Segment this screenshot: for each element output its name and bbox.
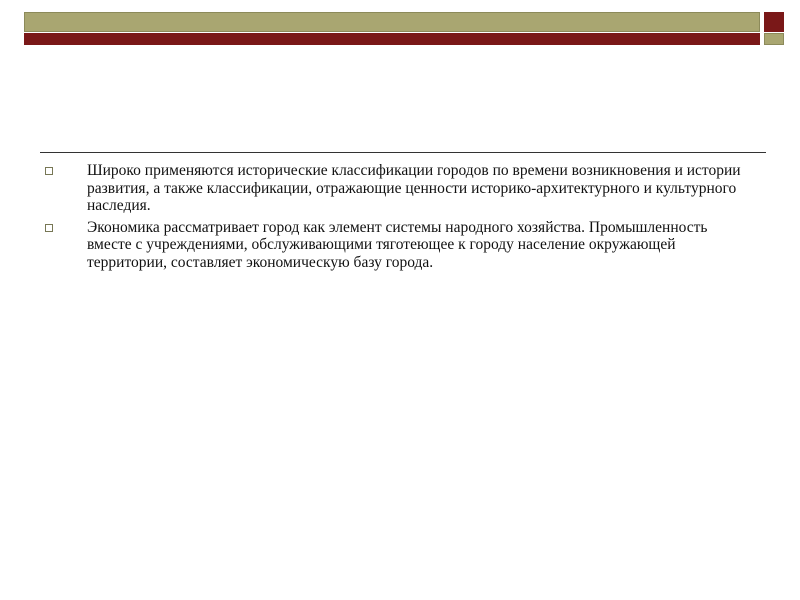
bullet-text: Экономика рассматривает город как элемент системы народного хозяйства. Промышленность вместе с учреждениями, обслуживающими тяготеющее к городу население окружающей территории, составляет экономическую базу города. bbox=[87, 218, 708, 271]
bullet-item bbox=[42, 162, 754, 215]
header-corner-square-olive bbox=[764, 33, 784, 45]
header-band-maroon bbox=[24, 33, 760, 45]
header-corner-square-maroon bbox=[764, 12, 784, 32]
header-band-olive bbox=[24, 12, 760, 32]
bullet-list bbox=[42, 162, 754, 271]
slide-body bbox=[42, 162, 754, 275]
hollow-square-bullet-icon bbox=[45, 224, 53, 232]
hollow-square-bullet-icon bbox=[45, 167, 53, 175]
bullet-text: Широко применяются исторические классификации городов по времени возникновения и истории развития, а также классификации, отражающие ценности историко-архитектурного и культурного наследия. bbox=[87, 162, 741, 214]
title-divider-line bbox=[40, 152, 766, 153]
bullet-item bbox=[42, 219, 754, 272]
